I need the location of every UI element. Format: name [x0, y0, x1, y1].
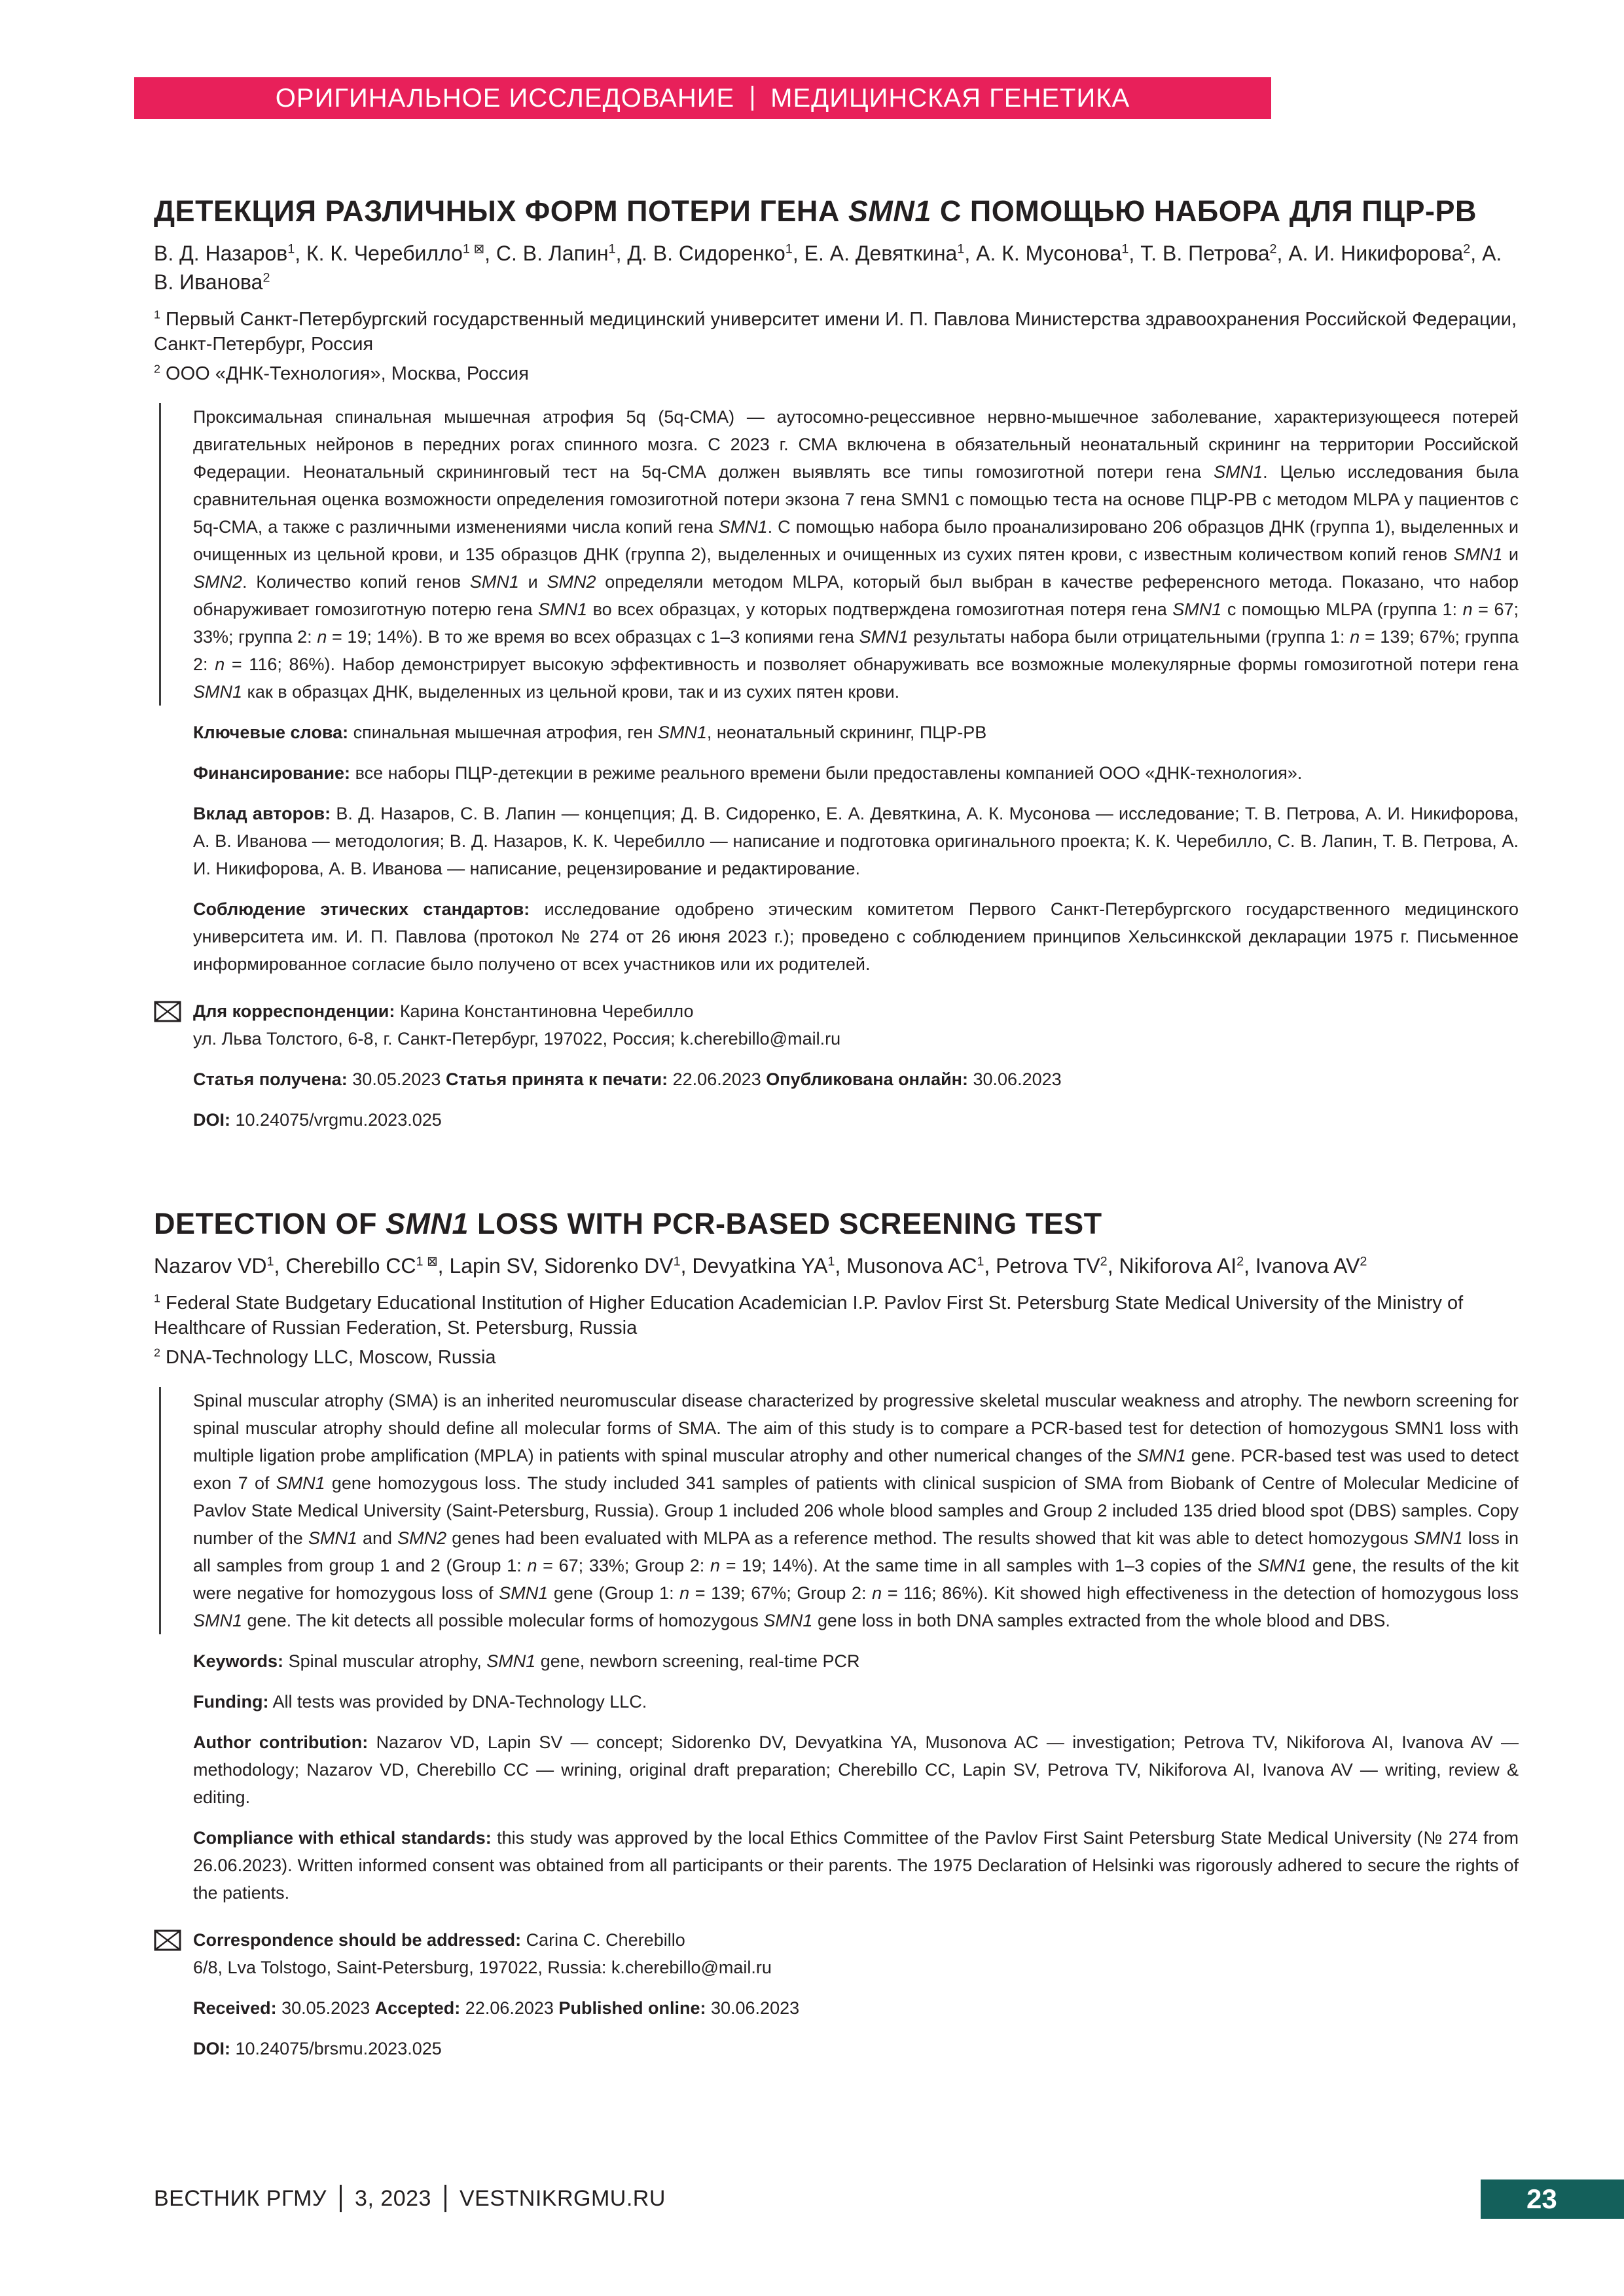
abstract-block-en: [159, 1387, 1519, 1634]
ethics-ru: [193, 895, 1519, 978]
author-contribution-ru: [193, 800, 1519, 882]
doi-value-ru: 10.24075/vrgmu.2023.025: [235, 1110, 442, 1130]
envelope-icon: [154, 1001, 181, 1022]
article-title-ru: ДЕТЕКЦИЯ РАЗЛИЧНЫХ ФОРМ ПОТЕРИ ГЕНА SMN1 С ПОМОЩЬЮ НАБОРА ДЛЯ ПЦР-РВ: [154, 194, 1477, 228]
accepted-label-en: Accepted:: [374, 1998, 461, 2018]
article-title-en: DETECTION OF SMN1 LOSS WITH PCR-BASED SCREENING TEST: [154, 1207, 1102, 1240]
ethics-text-en: this study was approved by the local Ethics Committee of the Pavlov First Saint Petersburg State Medical University (№ 274 from 26.06.2023). Written informed consent was obtained from all participants or their parents. The 1975 Declaration of Helsinki was rigorously adhered to secure the rights of the patients.: [193, 1828, 1519, 1903]
ethics-label-ru: Соблюдение этических стандартов:: [193, 899, 530, 919]
correspondence-line-ru: [193, 997, 1519, 1025]
correspondence-label-ru: Для корреспонденции:: [193, 1001, 395, 1021]
dates-en: [193, 1994, 1519, 2022]
received-date-en: 30.05.2023: [281, 1998, 370, 2018]
correspondence-address-ru: ул. Льва Толстого, 6-8, г. Санкт-Петербург, 197022, Россия; k.cherebillo@mail.ru: [193, 1029, 841, 1049]
received-label-ru: Статья получена:: [193, 1069, 348, 1089]
doi-en: [193, 2035, 1519, 2062]
footer-separator-1: [340, 2185, 342, 2212]
published-label-en: Published online:: [558, 1998, 706, 2018]
funding-label-en: Funding:: [193, 1692, 269, 1712]
correspondence-en: [193, 1926, 1519, 1981]
funding-text-ru: все наборы ПЦР-детекции в режиме реального времени были предоставлены компанией ООО «ДНК-технология».: [355, 763, 1303, 783]
affiliation-en-1: $^1$ Federal State Budgetary Educational Institution of Higher Education Academician I.P. Pavlov First St. Petersburg State Medical University of the Ministry of Healthcare of Russian Federation, St. Petersburg, Russia: [154, 1291, 1464, 1338]
published-label-ru: Опубликована онлайн:: [766, 1069, 968, 1089]
funding-en: [193, 1688, 1519, 1715]
correspondence-line-en: [193, 1926, 1519, 1954]
page-footer: [154, 2185, 666, 2212]
doi-label-en: DOI:: [193, 2039, 230, 2058]
accepted-date-ru: 22.06.2023: [672, 1069, 761, 1089]
funding-label-ru: Финансирование:: [193, 763, 351, 783]
contribution-label-en: Author contribution:: [193, 1732, 369, 1752]
page-number: 23: [1526, 2183, 1557, 2214]
keywords-text-ru: спинальная мышечная атрофия, ген SMN1, неонатальный скрининг, ПЦР-РВ: [353, 723, 987, 742]
author-list-ru: В. Д. Назаров$^1$, К. К. Черебилло$^{1 ⊠}$, С. В. Лапин$^1$, Д. В. Сидоренко$^1$, Е. А. Девяткина$^1$, А. К. Мусонова$^1$, Т. В. Петрова$^2$, А. И. Никифорова$^2$, А. В. Иванова$^2$: [154, 242, 1502, 294]
correspondence-address-en: 6/8, Lva Tolstogo, Saint-Petersburg, 197022, Russia: k.cherebillo@mail.ru: [193, 1958, 772, 1977]
funding-ru: [193, 759, 1519, 787]
footer-site-url: VESTNIKRGMU.RU: [459, 2185, 666, 2211]
accepted-label-ru: Статья принята к печати:: [445, 1069, 668, 1089]
doi-label-ru: DOI:: [193, 1110, 230, 1130]
doi-ru: [193, 1106, 1519, 1134]
doi-value-en: 10.24075/brsmu.2023.025: [235, 2039, 442, 2058]
abstract-text-ru: Проксимальная спинальная мышечная атрофия 5q (5q-СМА) — аутосомно-рецессивное нервно-мышечное заболевание, характеризующееся потерей двигательных нейронов в передних рогах спинного мозга. С 2023 г. СМА включена в обязательный неонатальный скрининг на территории Российской Федерации. Неонатальный скрининговый тест на 5q-СМА должен выявлять все типы гомозиготной потери гена SMN1. Целью исследования была сравнительная оценка возможности определения гомозиготной потери экзона 7 гена SMN1 с помощью теста на основе ПЦР-РВ с методом MLPA у пациентов с 5q-СМА, а также с различными изменениями числа копий гена SMN1. С помощью набора было проанализировано 206 образцов ДНК (группа 1), выделенных и очищенных из цельной крови, и 135 образцов ДНК (группа 2), выделенных и очищенных из сухих пятен крови, с известным количеством копий генов SMN1 и SMN2. Количество копий генов SMN1 и SMN2 определяли методом MLPA, который был выбран в качестве референсного метода. Показано, что набор обнаруживает гомозиготную потерю гена SMN1 во всех образцах, у которых подтверждена гомозиготная потеря гена SMN1 с помощью MLPA (группа 1: n = 67; 33%; группа 2: n = 19; 14%). В то же время во всех образцах с 1–3 копиями гена SMN1 результаты набора были отрицательными (группа 1: n = 139; 67%; группа 2: n = 116; 86%). Набор демонстрирует высокую эффективность и позволяет обнаруживать все возможные молекулярные формы гомозиготной потери гена SMN1 как в образцах ДНК, выделенных из цельной крови, так и из сухих пятен крови.: [193, 407, 1519, 702]
affiliation-ru-1: $^1$ Первый Санкт-Петербургский государственный медицинский университет имени И. П. Павлова Министерства здравоохранения Российской Федерации, Санкт-Петербург, Россия: [154, 308, 1517, 355]
contribution-label-ru: Вклад авторов:: [193, 804, 331, 823]
category-banner: [134, 77, 1271, 119]
accepted-date-en: 22.06.2023: [465, 1998, 554, 2018]
published-date-ru: 30.06.2023: [973, 1069, 1062, 1089]
keywords-en: [193, 1647, 1519, 1675]
ethics-label-en: Compliance with ethical standards:: [193, 1828, 492, 1848]
page-number-box: [1481, 2179, 1624, 2219]
english-section: [154, 1207, 1519, 2062]
correspondence-label-en: Correspondence should be addressed:: [193, 1930, 522, 1950]
received-label-en: Received:: [193, 1998, 277, 2018]
keywords-label-en: Keywords:: [193, 1651, 284, 1671]
affiliation-ru-2: $^2$ ООО «ДНК-Технология», Москва, Россия: [154, 362, 529, 384]
ethics-en: [193, 1824, 1519, 1907]
keywords-ru: [193, 719, 1519, 746]
author-contribution-en: [193, 1729, 1519, 1811]
funding-text-en: All tests was provided by DNA-Technology LLC.: [272, 1692, 647, 1712]
contribution-text-ru: В. Д. Назаров, С. В. Лапин — концепция; Д. В. Сидоренко, Е. А. Девяткина, А. К. Мусонова — исследование; Т. В. Петрова, А. И. Никифорова, А. В. Иванова — методология; В. Д. Назаров, К. К. Черебилло — написание и подготовка оригинального проекта; К. К. Черебилло, С. В. Лапин, Т. В. Петрова, А. И. Никифорова, А. В. Иванова — написание, рецензирование и редактирование.: [193, 804, 1519, 878]
author-list-en: Nazarov $VD^1$, Cherebillo $CC^{1 ⊠}$, Lapin SV, Sidorenko $DV^1$, Devyatkina $YA^1$, Musonova $AC^1$, Petrova $TV^2$, Nikiforova $AI^2$, Ivanova $AV^2$: [154, 1254, 1367, 1278]
published-date-en: 30.06.2023: [710, 1998, 800, 2018]
keywords-label-ru: Ключевые слова:: [193, 723, 349, 742]
article-content: [154, 167, 1519, 2062]
dates-ru: [193, 1066, 1519, 1093]
correspondence-ru: [193, 997, 1519, 1052]
ethics-text-ru: исследование одобрено этическим комитетом Первого Санкт-Петербургского государственного медицинского университета им. И. П. Павлова (протокол № 274 от 26 июня 2023 г.); проведено с соблюдением принципов Хельсинкской декларации 1975 г. Письменное информированное согласие было получено от всех участников или их родителей.: [193, 899, 1519, 974]
russian-section: [154, 194, 1519, 1134]
keywords-text-en: Spinal muscular atrophy, SMN1 gene, newborn screening, real-time PCR: [288, 1651, 860, 1671]
banner-category-label: ОРИГИНАЛЬНОЕ ИССЛЕДОВАНИЕ: [275, 83, 735, 113]
contribution-text-en: Nazarov VD, Lapin SV — concept; Sidorenko DV, Devyatkina YA, Musonova AC — investigation; Petrova TV, Nikiforova AI, Ivanova AV — methodology; Nazarov VD, Cherebillo CC — wrining, original draft preparation; Cherebillo CC, Lapin SV, Petrova TV, Nikiforova AI, Ivanova AV — writing, review & editing.: [193, 1732, 1519, 1807]
abstract-block-ru: [159, 403, 1519, 706]
footer-issue: 3, 2023: [355, 2185, 431, 2211]
abstract-text-en: Spinal muscular atrophy (SMA) is an inherited neuromuscular disease characterized by progressive skeletal muscular weakness and atrophy. The newborn screening for spinal muscular atrophy should define all molecular forms of SMA. The aim of this study is to compare a PCR-based test for detection of homozygous SMN1 loss with multiple ligation probe amplification (MPLA) in patients with spinal muscular atrophy and other numerical changes of the SMN1 gene. PCR-based test was used to detect exon 7 of SMN1 gene homozygous loss. The study included 341 samples of patients with clinical suspicion of SMA from Biobank of Centre of Molecular Medicine of Pavlov State Medical University (Saint-Petersburg, Russia). Group 1 included 206 whole blood samples and Group 2 included 135 dried blood spot (DBS) samples. Copy number of the SMN1 and SMN2 genes had been evaluated with MLPA as a reference method. The results showed that kit was able to detect homozygous SMN1 loss in all samples from group 1 and 2 (Group 1: n = 67; 33%; Group 2: n = 19; 14%). At the same time in all samples with 1–3 copies of the SMN1 gene, the results of the kit were negative for homozygous loss of SMN1 gene (Group 1: n = 139; 67%; Group 2: n = 116; 86%). Kit showed high effectiveness in the detection of homozygous loss SMN1 gene. The kit detects all possible molecular forms of homozygous SMN1 gene loss in both DNA samples extracted from the whole blood and DBS.: [193, 1391, 1519, 1630]
banner-topic-label: МЕДИЦИНСКАЯ ГЕНЕТИКА: [770, 83, 1130, 113]
footer-journal-name: ВЕСТНИК РГМУ: [154, 2185, 327, 2211]
correspondence-name-ru: Карина Константиновна Черебилло: [399, 1001, 694, 1021]
correspondence-name-en: Carina C. Cherebillo: [526, 1930, 685, 1950]
footer-separator-2: [444, 2185, 446, 2212]
received-date-ru: 30.05.2023: [352, 1069, 441, 1089]
affiliation-en-2: $^2$ DNA-Technology LLC, Moscow, Russia: [154, 1346, 496, 1368]
envelope-icon: [154, 1929, 181, 1951]
banner-separator: [751, 86, 753, 111]
